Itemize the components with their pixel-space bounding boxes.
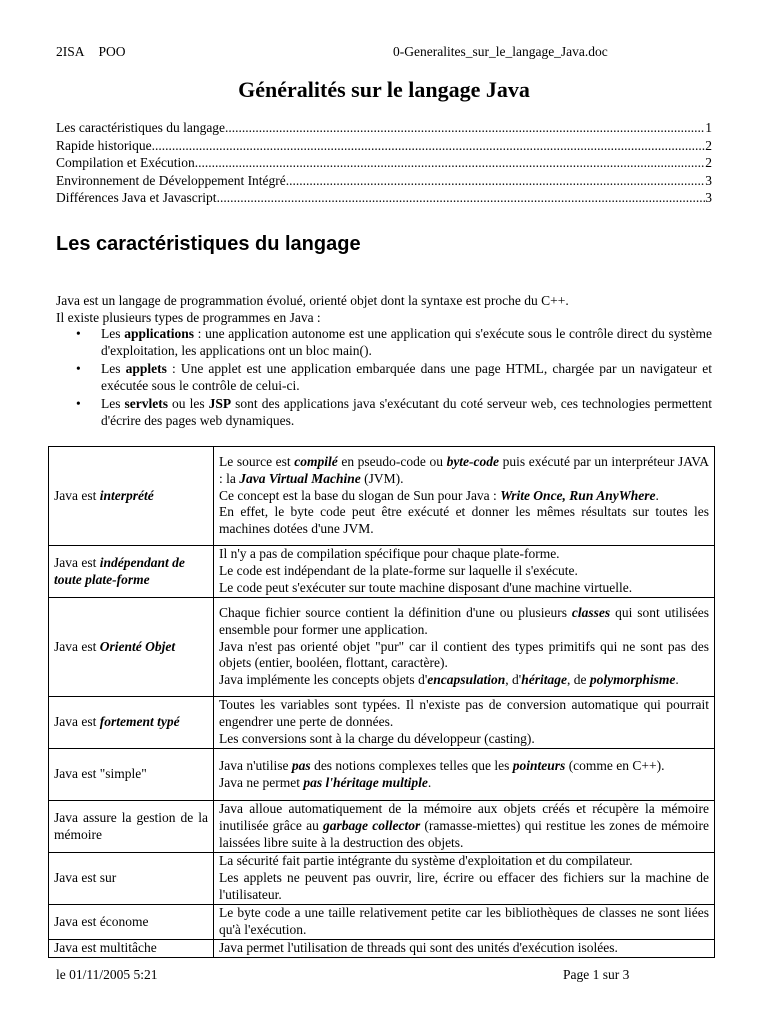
- characteristic-label: Java est interprété: [49, 447, 214, 546]
- characteristic-label: Java est Orienté Objet: [49, 598, 214, 697]
- bullet-icon: •: [76, 396, 81, 411]
- toc-entry[interactable]: [56, 189, 712, 207]
- toc-entry[interactable]: [56, 172, 712, 190]
- toc-entry[interactable]: [56, 154, 712, 172]
- header-class: 2ISA: [56, 44, 85, 59]
- section-heading: Les caractéristiques du langage: [56, 233, 361, 255]
- characteristic-description: Java alloue automatiquement de la mémoire aux objets créés et récupère la mémoire inutilisée grâce au garbage collector (ramasse-miettes) qui restitue les zones de mémoire laissées libre suite à la destruction des objets.: [214, 801, 715, 853]
- intro-line: Il existe plusieurs types de programmes en Java :: [56, 309, 321, 325]
- table-row: [49, 697, 715, 749]
- table-row: [49, 598, 715, 697]
- characteristic-description: Java permet l'utilisation de threads qui sont des unités d'exécution isolées.: [214, 940, 715, 958]
- bullet-icon: •: [76, 326, 81, 341]
- bullet-icon: •: [76, 361, 81, 376]
- characteristic-description: Le byte code a une taille relativement petite car les bibliothèques de classes ne sont liées qu'à l'exécution.: [214, 905, 715, 940]
- characteristic-label: Java est multitâche: [49, 940, 214, 958]
- characteristic-description: La sécurité fait partie intégrante du système d'exploitation et du compilateur. Les applets ne peuvent pas ouvrir, lire, écrire ou effacer des fichiers sur la machine de l'utilisateur.: [214, 853, 715, 905]
- toc-entry-page: 2: [705, 137, 712, 153]
- toc-entry-page: 3: [705, 190, 712, 205]
- footer-date: le 01/11/2005 5:21: [56, 967, 158, 982]
- table-of-contents: [56, 119, 712, 207]
- characteristic-label: Java est indépendant de toute plate-forme: [49, 546, 214, 598]
- characteristic-label: Java est économe: [49, 905, 214, 940]
- characteristic-label: Java est sur: [49, 853, 214, 905]
- intro-text: [56, 293, 712, 431]
- characteristic-label: Java assure la gestion de la mémoire: [49, 801, 214, 853]
- characteristic-description: Il n'y a pas de compilation spécifique pour chaque plate-forme. Le code est indépendant de la plate-forme sur laquelle il s'exécute. Le code peut s'exécuter sur toute machine disposant d'une machine virtuelle.: [214, 546, 715, 598]
- header-filename: 0-Generalites_sur_le_langage_Java.doc: [393, 44, 608, 59]
- list-item: • Les servlets ou les JSP sont des applications java s'exécutant du coté serveur web, ces technologies permettent d'écrire des pages web dynamiques.: [76, 396, 712, 428]
- toc-entry-page: 2: [705, 155, 712, 170]
- table-row: [49, 801, 715, 853]
- table-row: [49, 546, 715, 598]
- list-item: • Les applets : Une applet est une application embarquée dans une page HTML, chargée par un navigateur et exécutée sous le contrôle de celui-ci.: [76, 361, 712, 393]
- table-row: [49, 853, 715, 905]
- characteristic-description: Chaque fichier source contient la définition d'une ou plusieurs classes qui sont utilisées ensemble pour former une application. Java n'est pas orienté objet "pur" car il contient des types primitifs qui ne sont pas des objets (entier, booléen, flottant, caractère). Java implémente les concepts objets d'encapsulation, d'héritage, de polymorphisme.: [214, 598, 715, 697]
- characteristic-label: Java est fortement typé: [49, 697, 214, 749]
- program-types-list: [56, 326, 712, 429]
- intro-line: Java est un langage de programmation évolué, orienté objet dont la syntaxe est proche du C++.: [56, 293, 569, 308]
- table-row: [49, 447, 715, 546]
- characteristic-description: Java n'utilise pas des notions complexes telles que les pointeurs (comme en C++). Java ne permet pas l'héritage multiple.: [214, 749, 715, 801]
- list-item: • Les applications : une application autonome est une application qui s'exécute sous le contrôle direct du système d'exploitation, les applications ont un bloc main().: [76, 326, 712, 358]
- header-course: POO: [98, 44, 126, 59]
- toc-entry-title: Les caractéristiques du langage: [56, 120, 226, 135]
- characteristic-description: Le source est compilé en pseudo-code ou byte-code puis exécuté par un interpréteur JAVA : la Java Virtual Machine (JVM). Ce concept est la base du slogan de Sun pour Java : Write Once, Run AnyWhere. En effet, le byte code peut être exécuté et donner les mêmes résultats sur toutes les machines dotées d'une JVM.: [214, 447, 715, 546]
- characteristic-description: Toutes les variables sont typées. Il n'existe pas de conversion automatique qui pourrait engendrer une perte de données. Les conversions sont à la charge du développeur (casting).: [214, 697, 715, 749]
- toc-entry-title: Environnement de Développement Intégré: [56, 172, 286, 188]
- characteristic-label: Java est "simple": [49, 749, 214, 801]
- document-title: Généralités sur le langage Java: [238, 77, 530, 102]
- table-row: [49, 749, 715, 801]
- toc-entry[interactable]: [56, 137, 712, 155]
- footer-page-number: Page 1 sur 3: [563, 967, 630, 982]
- toc-entry-title: Différences Java et Javascript: [56, 190, 217, 205]
- toc-entry-title: Compilation et Exécution: [56, 155, 195, 170]
- table-row: [49, 905, 715, 940]
- toc-entry[interactable]: [56, 119, 712, 137]
- characteristics-table: [48, 446, 715, 958]
- page-header-left: [56, 44, 126, 60]
- toc-entry-page: 3: [705, 172, 712, 188]
- table-row: [49, 940, 715, 958]
- toc-entry-title: Rapide historique: [56, 137, 152, 153]
- toc-entry-page: 1: [705, 120, 712, 135]
